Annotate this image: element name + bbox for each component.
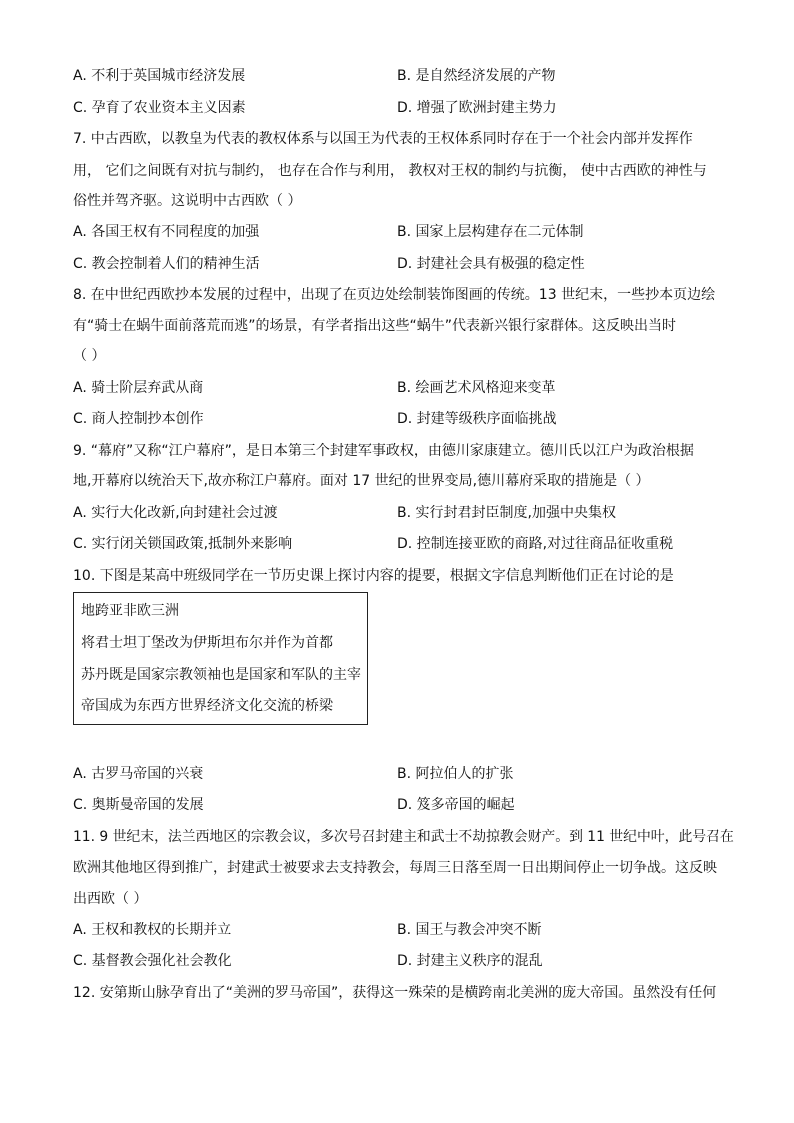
q7-option-d[interactable]: D. 封建社会具有极强的稳定性 (397, 256, 585, 272)
q10-summary-box (73, 592, 368, 725)
q10-box-line-1: 地跨亚非欧三洲 (81, 603, 179, 619)
q7-stem-line-1: 7. 中古西欧，以教皇为代表的教权体系与以国王为代表的王权体系同时存在于一个社会内部并发挥作 (73, 131, 693, 147)
q9-stem-line-2: 地,开幕府以统治天下,故亦称江户幕府。面对 17 世纪的世界变局,德川幕府采取的措施是（ ） (73, 473, 650, 489)
q6-option-a[interactable]: A. 不利于英国城市经济发展 (73, 68, 246, 84)
q11-stem-line-1: 11. 9 世纪末，法兰西地区的宗教会议，多次号召封建主和武士不劫掠教会财产。到 11 世纪中叶，此号召在 (73, 829, 734, 845)
q11-option-a[interactable]: A. 王权和教权的长期并立 (73, 922, 232, 938)
q10-option-b[interactable]: B. 阿拉伯人的扩张 (397, 766, 514, 782)
q11-option-b[interactable]: B. 国王与教会冲突不断 (397, 922, 542, 938)
q7-option-b[interactable]: B. 国家上层构建存在二元体制 (397, 224, 584, 240)
q7-stem-line-3: 俗性并驾齐驱。这说明中古西欧（ ） (73, 193, 302, 209)
q10-option-a[interactable]: A. 古罗马帝国的兴衰 (73, 766, 204, 782)
q8-option-a[interactable]: A. 骑士阶层弃武从商 (73, 380, 204, 396)
q6-option-b[interactable]: B. 是自然经济发展的产物 (397, 68, 556, 84)
q11-option-c[interactable]: C. 基督教会强化社会教化 (73, 953, 232, 969)
q10-stem-line-1: 10. 下图是某高中班级同学在一节历史课上探讨内容的提要，根据文字信息判断他们正在讨论的是 (73, 568, 674, 584)
q7-stem-line-2: 用， 它们之间既有对抗与制约， 也存在合作与利用， 教权对王权的制约与抗衡， 使中古西欧的神性与 (73, 163, 707, 179)
q11-stem-line-3: 出西欧（ ） (73, 891, 148, 907)
q9-option-d[interactable]: D. 控制连接亚欧的商路,对过往商品征收重税 (397, 536, 674, 552)
q10-option-c[interactable]: C. 奥斯曼帝国的发展 (73, 797, 204, 813)
q6-option-d[interactable]: D. 增强了欧洲封建主势力 (397, 100, 557, 116)
q10-box-line-3: 苏丹既是国家宗教领袖也是国家和军队的主宰 (81, 667, 361, 683)
q10-box-line-4: 帝国成为东西方世界经济文化交流的桥梁 (81, 698, 333, 714)
q6-option-c[interactable]: C. 孕育了农业资本主义因素 (73, 100, 246, 116)
q10-option-d[interactable]: D. 笈多帝国的崛起 (397, 797, 515, 813)
q8-option-d[interactable]: D. 封建等级秩序面临挑战 (397, 411, 557, 427)
q7-option-c[interactable]: C. 教会控制着人们的精神生活 (73, 256, 260, 272)
q9-stem-line-1: 9. “幕府”又称“江户幕府”，是日本第三个封建军事政权，由德川家康建立。德川氏以江户为政治根据 (73, 443, 694, 459)
q8-stem-line-2: 有“骑士在蜗牛面前落荒而逃”的场景，有学者指出这些“蜗牛”代表新兴银行家群体。这反映出当时 (73, 318, 677, 334)
q11-stem-line-2: 欧洲其他地区得到推广，封建武士被要求去支持教会，每周三日落至周一日出期间停止一切争战。这反映 (73, 860, 717, 876)
q9-option-a[interactable]: A. 实行大化改新,向封建社会过渡 (73, 505, 278, 521)
q7-option-a[interactable]: A. 各国王权有不同程度的加强 (73, 224, 260, 240)
q10-box-line-2: 将君士坦丁堡改为伊斯坦布尔并作为首都 (81, 635, 333, 651)
q8-option-c[interactable]: C. 商人控制抄本创作 (73, 411, 204, 427)
q8-stem-line-1: 8. 在中世纪西欧抄本发展的过程中，出现了在页边处绘制装饰图画的传统。13 世纪末，一些抄本页边绘 (73, 287, 716, 303)
q9-option-c[interactable]: C. 实行闭关锁国政策,抵制外来影响 (73, 536, 293, 552)
q8-stem-line-3: （ ） (73, 348, 106, 364)
q8-option-b[interactable]: B. 绘画艺术风格迎来变革 (397, 380, 556, 396)
q12-stem-line-1: 12. 安第斯山脉孕育出了“美洲的罗马帝国”，获得这一殊荣的是横跨南北美洲的庞大帝国。虽然没有任何 (73, 985, 717, 1001)
q9-option-b[interactable]: B. 实行封君封臣制度,加强中央集权 (397, 505, 616, 521)
q11-option-d[interactable]: D. 封建主义秩序的混乱 (397, 953, 543, 969)
